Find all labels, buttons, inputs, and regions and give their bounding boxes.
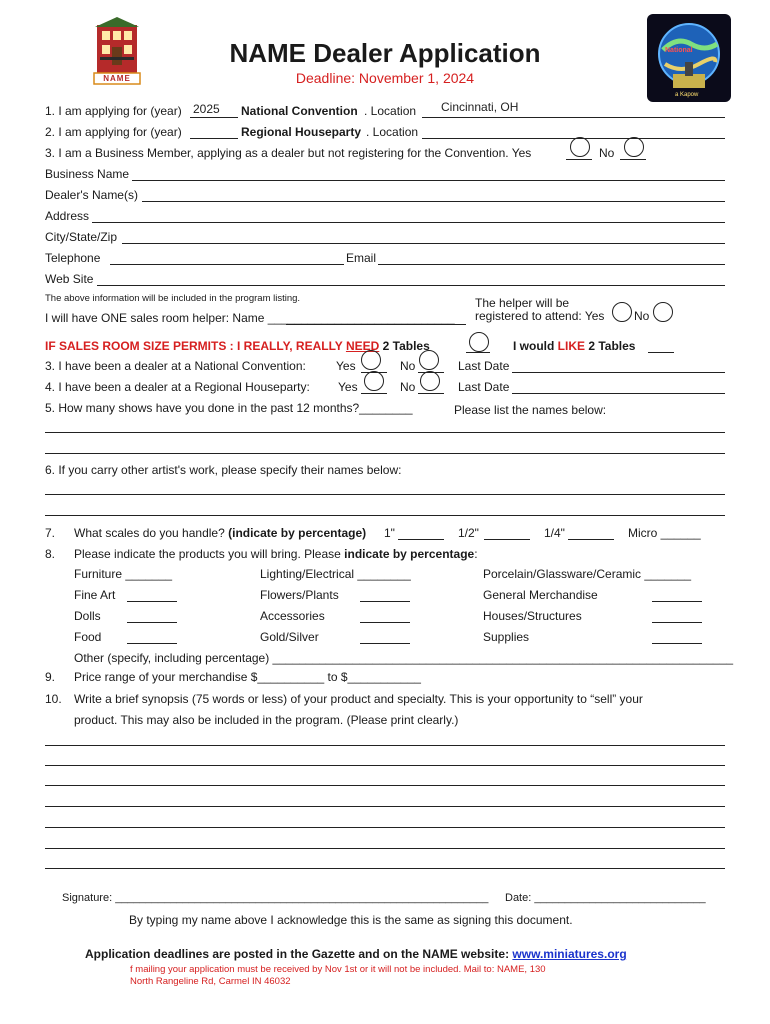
telephone-field[interactable] — [110, 264, 344, 265]
shows-names-line-2[interactable] — [45, 453, 725, 454]
helper-yes-checkbox[interactable] — [612, 302, 632, 322]
q2-location-label: . Location — [366, 125, 419, 139]
list-names-label: Please list the names below: — [454, 403, 607, 417]
scale-half-field[interactable] — [484, 539, 530, 540]
helper-no-label: No — [634, 309, 650, 323]
q1-year-field[interactable] — [190, 117, 238, 118]
synopsis-field-line-3[interactable] — [45, 785, 725, 786]
scales-prefix: What scales do you handle? — [74, 526, 229, 540]
national-last-date-field[interactable] — [512, 372, 725, 373]
q1-location-field[interactable] — [422, 117, 725, 118]
product-lighting: Lighting/Electrical ________ — [260, 567, 411, 581]
q1-prefix: 1. I am applying for (year) — [45, 104, 182, 118]
price-range-question: Price range of your merchandise $__________ to $___________ — [74, 670, 421, 684]
regional-dealer-question: 4. I have been a dealer at a Regional Houseparty: — [45, 380, 310, 394]
mail-line-2: North Rangeline Rd, Carmel IN 46032 — [130, 976, 291, 987]
product-food: Food — [74, 630, 102, 644]
need-tables-checkbox[interactable] — [469, 332, 489, 352]
product-flowers: Flowers/Plants — [260, 588, 339, 602]
product-porcelain: Porcelain/Glassware/Ceramic _______ — [483, 567, 692, 581]
shows-names-line-1[interactable] — [45, 432, 725, 433]
address-field[interactable] — [92, 222, 725, 223]
like-suffix: 2 Tables — [585, 339, 636, 353]
like-tables-line — [513, 339, 635, 353]
product-houses: Houses/Structures — [483, 609, 582, 623]
like-word: LIKE — [557, 339, 586, 353]
email-label: Email — [346, 251, 377, 265]
regional-last-date-label: Last Date — [458, 380, 510, 394]
listing-note: The above information will be included in the program listing. — [45, 293, 301, 304]
scales-bold: (indicate by percentage) — [228, 526, 367, 540]
scale-1-label: 1" — [384, 526, 395, 540]
national-yes-label: Yes — [336, 359, 356, 373]
website-field[interactable] — [97, 285, 725, 286]
products-suffix: : — [474, 547, 478, 561]
regional-last-date-field[interactable] — [512, 393, 725, 394]
q3-yes-line — [566, 159, 592, 160]
synopsis-line2: product. This may also be included in the program. (Please print clearly.) — [74, 713, 459, 727]
product-other: Other (specify, including percentage) _____________________________________________________________________ — [74, 651, 734, 665]
city-state-zip-label: City/State/Zip — [45, 230, 118, 244]
product-flowers-field[interactable] — [360, 601, 410, 602]
synopsis-line1: Write a brief synopsis (75 words or less) of your product and specialty. This is your opportunity to “sell” your — [74, 692, 643, 706]
permits-prefix: IF SALES ROOM SIZE PERMITS : I REALLY, REALLY — [45, 339, 346, 353]
helper-text: I will have ONE sales room helper: Name ____________________________ — [45, 311, 455, 325]
dealers-names-field[interactable] — [142, 201, 725, 202]
products-question — [74, 547, 478, 561]
telephone-label: Telephone — [45, 251, 101, 265]
product-general-field[interactable] — [652, 601, 702, 602]
product-dolls: Dolls — [74, 609, 101, 623]
regional-yes-label: Yes — [338, 380, 358, 394]
q1-event: National Convention — [241, 104, 358, 118]
q1-year-value: 2025 — [193, 102, 220, 116]
product-gold-silver-field[interactable] — [360, 643, 410, 644]
scale-quarter-field[interactable] — [568, 539, 614, 540]
scales-number: 7. — [45, 526, 56, 540]
products-prefix: Please indicate the products you will bring. Please — [74, 547, 345, 561]
like-tables-field[interactable] — [648, 352, 674, 353]
date-field[interactable]: Date: ____________________________ — [505, 892, 706, 904]
national-last-date-label: Last Date — [458, 359, 510, 373]
product-food-field[interactable] — [127, 643, 177, 644]
deadline-text: Deadline: November 1, 2024 — [295, 70, 475, 86]
helper-attend-line2: registered to attend: Yes — [475, 309, 605, 323]
synopsis-field-line-5[interactable] — [45, 827, 725, 828]
permits-tables: 2 Tables — [379, 339, 430, 353]
q2-prefix: 2. I am applying for (year) — [45, 125, 182, 139]
email-field[interactable] — [378, 264, 725, 265]
products-bold: indicate by percentage — [344, 547, 475, 561]
synopsis-field-line-4[interactable] — [45, 806, 725, 807]
acknowledge-text: By typing my name above I acknowledge this is the same as signing this document. — [129, 913, 573, 927]
product-fine-art: Fine Art — [74, 588, 116, 602]
q2-event: Regional Houseparty — [241, 125, 362, 139]
q3-no-line — [620, 159, 646, 160]
other-artists-question: 6. If you carry other artist's work, please specify their names below: — [45, 463, 402, 477]
scales-question — [74, 526, 366, 540]
product-dolls-field[interactable] — [127, 622, 177, 623]
business-name-field[interactable] — [132, 180, 725, 181]
national-no-label: No — [400, 359, 416, 373]
synopsis-field-line-7[interactable] — [45, 868, 725, 869]
q2-year-field[interactable] — [190, 138, 238, 139]
synopsis-field-line-1[interactable] — [45, 745, 725, 746]
national-yes-checkbox[interactable] — [361, 350, 381, 370]
dealers-names-label: Dealer's Name(s) — [45, 188, 138, 202]
q1-location-value: Cincinnati, OH — [441, 100, 519, 114]
product-fine-art-field[interactable] — [127, 601, 177, 602]
q3-no-label: No — [599, 146, 615, 160]
product-gold-silver: Gold/Silver — [260, 630, 319, 644]
product-houses-field[interactable] — [652, 622, 702, 623]
scale-quarter-label: 1/4" — [544, 526, 565, 540]
synopsis-number: 10. — [45, 692, 62, 706]
regional-yes-line — [361, 393, 387, 394]
footer-deadlines — [85, 947, 627, 961]
regional-no-label: No — [400, 380, 416, 394]
business-name-label: Business Name — [45, 167, 130, 181]
product-supplies: Supplies — [483, 630, 530, 644]
q3-yes-checkbox[interactable] — [570, 137, 590, 157]
scale-half-label: 1/2" — [458, 526, 479, 540]
mail-line-1: f mailing your application must be received by Nov 1st or it will not be included. Mail to: NAME, 130 — [130, 964, 546, 975]
other-artists-line-2[interactable] — [45, 515, 725, 516]
product-supplies-field[interactable] — [652, 643, 702, 644]
address-label: Address — [45, 209, 90, 223]
product-accessories: Accessories — [260, 609, 325, 623]
website-link[interactable]: www.miniatures.org — [512, 947, 627, 961]
helper-name-field[interactable] — [286, 324, 466, 325]
products-number: 8. — [45, 547, 56, 561]
product-accessories-field[interactable] — [360, 622, 410, 623]
regional-no-checkbox[interactable] — [420, 371, 440, 391]
q1-location-label: . Location — [364, 104, 417, 118]
product-furniture: Furniture _______ — [74, 567, 173, 581]
q3-no-checkbox[interactable] — [624, 137, 644, 157]
logo-bottom-text: a Kapow — [675, 92, 699, 98]
scale-micro-label: Micro ______ — [628, 526, 701, 540]
need-tables-line — [466, 352, 490, 353]
other-artists-line-1[interactable] — [45, 494, 725, 495]
scale-1-field[interactable] — [398, 539, 444, 540]
website-label: Web Site — [45, 272, 94, 286]
regional-yes-checkbox[interactable] — [364, 371, 384, 391]
q3-text: 3. I am a Business Member, applying as a dealer but not registering for the Convention. Yes — [45, 146, 532, 160]
helper-no-checkbox[interactable] — [653, 302, 673, 322]
product-general: General Merchandise — [483, 588, 598, 602]
page-title: NAME Dealer Application — [229, 38, 541, 68]
regional-no-line — [418, 393, 444, 394]
synopsis-field-line-6[interactable] — [45, 848, 725, 849]
shows-question: 5. How many shows have you done in the past 12 months?________ — [45, 401, 413, 415]
synopsis-field-line-2[interactable] — [45, 765, 725, 766]
price-number: 9. — [45, 670, 56, 684]
national-dealer-question: 3. I have been a dealer at a National Convention: — [45, 359, 306, 373]
signature-field[interactable]: Signature: _____________________________________________________________ — [62, 892, 489, 904]
logo-top-text: National — [665, 47, 693, 54]
like-prefix: I would — [513, 339, 558, 353]
permits-need: NEED — [345, 339, 380, 353]
footer-deadlines-text: Application deadlines are posted in the Gazette and on the NAME website: — [85, 947, 513, 961]
national-no-checkbox[interactable] — [419, 350, 439, 370]
helper-attend-line1: The helper will be — [475, 296, 570, 310]
city-state-zip-field[interactable] — [122, 243, 725, 244]
logo-label: NAME — [103, 74, 131, 83]
